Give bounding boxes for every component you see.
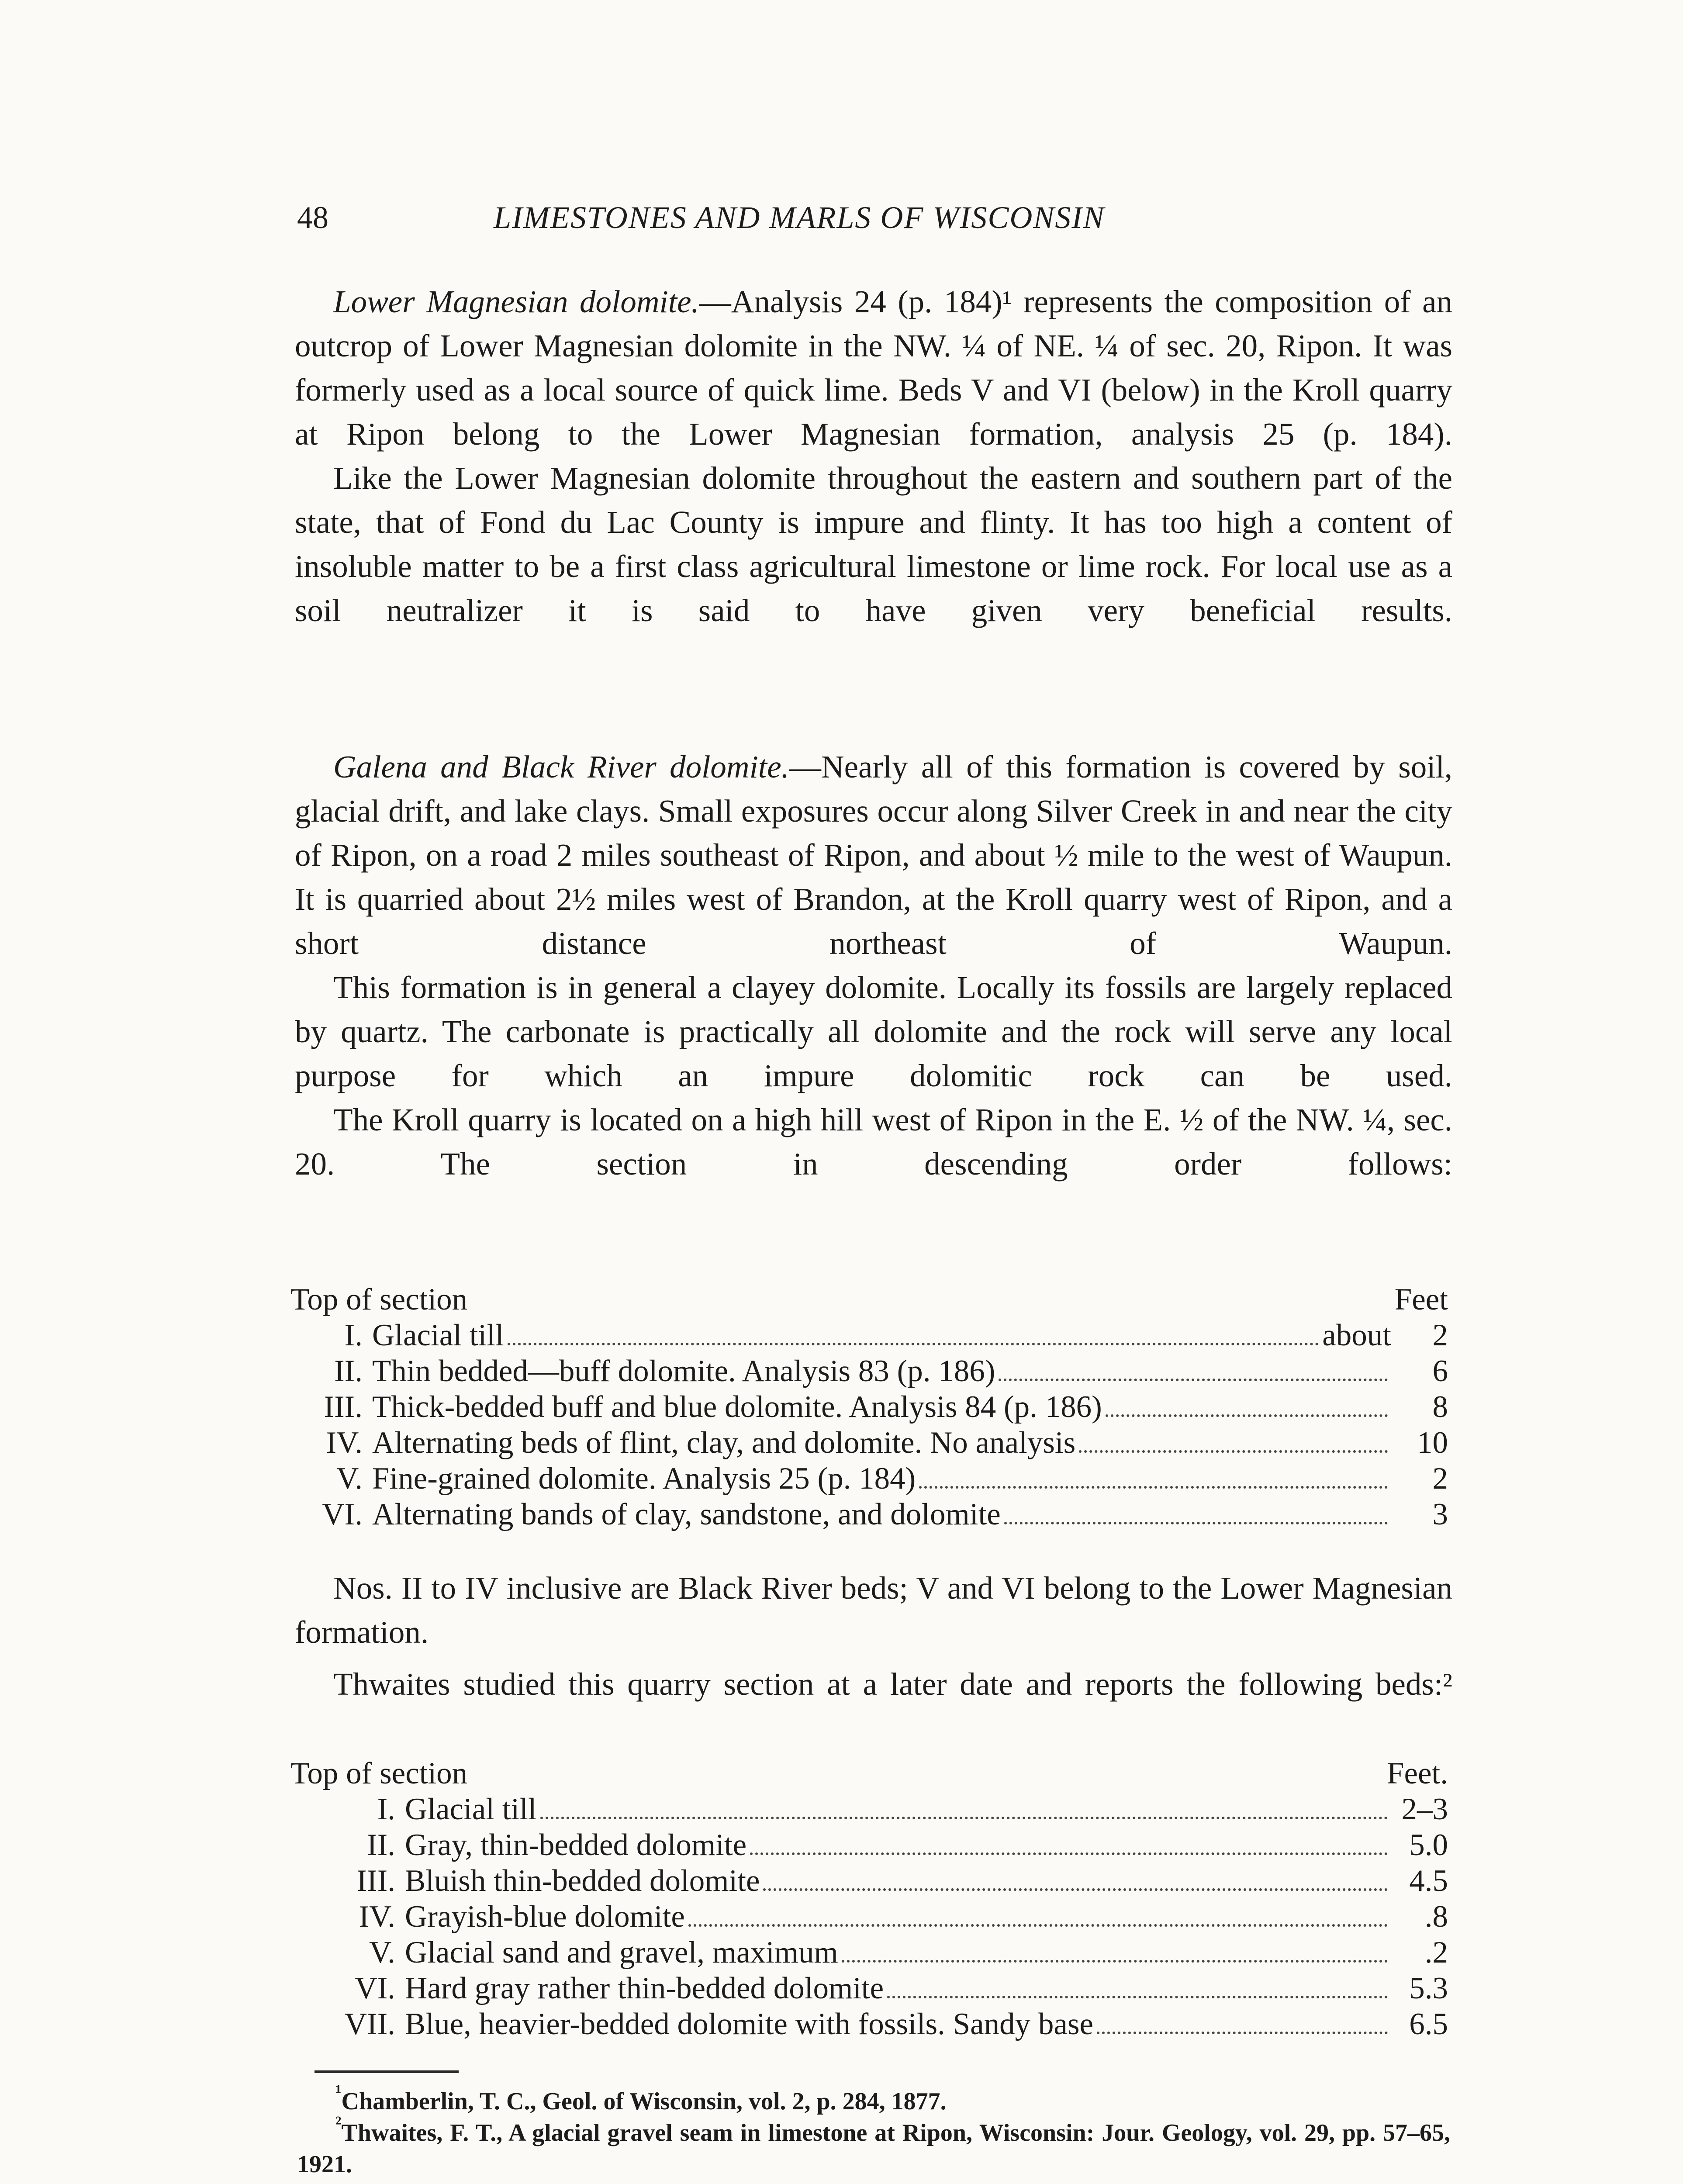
dot-leader bbox=[1004, 1500, 1388, 1524]
quarry-section-table-1 bbox=[290, 1282, 1448, 1533]
bed-number: V. bbox=[369, 1935, 395, 1970]
bed-number: V. bbox=[336, 1462, 363, 1496]
bed-thickness: .8 bbox=[1424, 1900, 1448, 1934]
table-row bbox=[290, 1318, 1448, 1354]
footnote-1-mark: ¹ bbox=[335, 2080, 342, 2102]
running-title: LIMESTONES AND MARLS OF WISCONSIN bbox=[494, 200, 1105, 235]
bed-description: Grayish-blue dolomite bbox=[405, 1900, 685, 1934]
bed-number: II. bbox=[366, 1828, 395, 1862]
footnote-2-mark: ² bbox=[335, 2112, 342, 2134]
bed-thickness: 6.5 bbox=[1409, 2007, 1448, 2041]
bed-number: I. bbox=[377, 1792, 395, 1826]
lower-magnesian-title: Lower Magnesian dolomite. bbox=[333, 284, 699, 319]
bed-description: Alternating beds of flint, clay, and dolomite. No analysis bbox=[372, 1426, 1076, 1460]
footnote-rule bbox=[314, 2070, 459, 2073]
dot-leader bbox=[1079, 1428, 1388, 1453]
table-row bbox=[290, 1863, 1448, 1899]
bed-thickness: 2 bbox=[1432, 1462, 1448, 1496]
lower-magnesian-paragraph-2: Like the Lower Magnesian dolomite throughout the eastern and southern part of the state, that of Fond du Lac County is impure and flinty. It has too high a content of insoluble matter to be a first class agricultural limestone or lime rock. For local use as a soil neutralizer it is said to have given very beneficial results. bbox=[295, 460, 1452, 628]
table-row bbox=[290, 1792, 1448, 1828]
bed-description: Gray, thin-bedded dolomite bbox=[405, 1828, 747, 1862]
bed-number: I. bbox=[344, 1318, 363, 1352]
bed-thickness: 6 bbox=[1432, 1354, 1448, 1388]
bed-description: Glacial sand and gravel, maximum bbox=[405, 1935, 838, 1970]
table-row bbox=[290, 1354, 1448, 1389]
dot-leader bbox=[999, 1357, 1388, 1381]
bed-thickness: 5.0 bbox=[1409, 1828, 1448, 1862]
lower-magnesian-paragraph-1 bbox=[295, 280, 1452, 456]
dot-leader bbox=[688, 1902, 1388, 1927]
bed-description: Hard gray rather thin-bedded dolomite bbox=[405, 1971, 884, 2005]
bed-number: III. bbox=[356, 1864, 395, 1898]
galena-title: Galena and Black River dolomite. bbox=[333, 749, 789, 784]
bed-description: Fine-grained dolomite. Analysis 25 (p. 184) bbox=[372, 1462, 916, 1496]
table-1-top-label: Top of section bbox=[290, 1282, 468, 1317]
bed-description: Thick-bedded buff and blue dolomite. Analysis 84 (p. 186) bbox=[372, 1390, 1102, 1424]
dot-leader bbox=[763, 1866, 1388, 1891]
table-1-header bbox=[290, 1282, 1448, 1318]
bed-description: Glacial till bbox=[372, 1318, 504, 1352]
footnotes bbox=[297, 2080, 1450, 2180]
galena-p1-text: —Nearly all of this formation is covered by soil, glacial drift, and lake clays. Small exposures occur along Silver Creek in and near the city of Ripon, on a road 2 miles southeast of Ripon, and about ½ mile to the west of Waupun. It is quarried about 2½ miles west of Brandon, at the Kroll quarry west of Ripon, and a short distance northeast of Waupun. bbox=[295, 749, 1453, 961]
bed-qualifier: about bbox=[1322, 1318, 1391, 1352]
dot-leader bbox=[842, 1938, 1388, 1963]
bed-description: Glacial till bbox=[405, 1792, 537, 1826]
bed-thickness: 3 bbox=[1432, 1497, 1448, 1531]
dot-leader bbox=[919, 1464, 1388, 1489]
dot-leader bbox=[1097, 2010, 1388, 2034]
dot-leader bbox=[540, 1795, 1388, 1819]
table-row bbox=[290, 1828, 1448, 1863]
table-row bbox=[290, 1899, 1448, 1935]
table-row bbox=[290, 1461, 1448, 1497]
bed-thickness: 10 bbox=[1417, 1426, 1448, 1460]
table-1-unit-label: Feet bbox=[1394, 1282, 1448, 1317]
bed-description: Blue, heavier-bedded dolomite with fossils. Sandy base bbox=[405, 2007, 1094, 2041]
table-row bbox=[290, 1971, 1448, 2007]
bed-thickness: .2 bbox=[1424, 1935, 1448, 1970]
footnote-1 bbox=[297, 2080, 1450, 2117]
table-row bbox=[290, 1935, 1448, 1971]
bed-thickness: 8 bbox=[1432, 1390, 1448, 1424]
lower-magnesian-section bbox=[295, 280, 1452, 632]
bed-description: Bluish thin-bedded dolomite bbox=[405, 1864, 760, 1898]
bed-number: VI. bbox=[355, 1971, 395, 2005]
galena-paragraph-3: The Kroll quarry is located on a high hill west of Ripon in the E. ½ of the NW. ¼, sec. 20. The section in descending order follows: bbox=[295, 1102, 1452, 1182]
footnote-1-text: Chamberlin, T. C., Geol. of Wisconsin, vol. 2, p. 284, 1877. bbox=[341, 2088, 947, 2115]
bed-thickness: 5.3 bbox=[1409, 1971, 1448, 2005]
bed-thickness: 4.5 bbox=[1409, 1864, 1448, 1898]
bed-number: IV. bbox=[326, 1426, 363, 1460]
footnote-2-text: Thwaites, F. T., A glacial gravel seam in limestone at Ripon, Wisconsin: Jour. Geology, vol. 29, pp. 57–65, 1921. bbox=[297, 2119, 1450, 2178]
lower-magnesian-p1-text: —Analysis 24 (p. 184)¹ represents the composition of an outcrop of Lower Magnesian dolomite in the NW. ¼ of NE. ¼ of sec. 20, Ripon. It was formerly used as a local source of quick lime. Beds V and VI (below) in the Kroll quarry at Ripon belong to the Lower Magnesian formation, analysis 25 (p. 184). bbox=[295, 284, 1452, 452]
table-2-top-label: Top of section bbox=[290, 1756, 468, 1790]
dot-leader bbox=[887, 1974, 1388, 1998]
middle-paragraph-1: Nos. II to IV inclusive are Black River beds; V and VI belong to the Lower Magnesian formation. bbox=[295, 1570, 1452, 1650]
black-river-notes bbox=[295, 1566, 1452, 1706]
table-2-unit-label: Feet. bbox=[1387, 1756, 1448, 1790]
table-row bbox=[290, 2007, 1448, 2042]
table-2-header bbox=[290, 1756, 1448, 1792]
bed-number: IV. bbox=[359, 1900, 395, 1934]
table-row bbox=[290, 1389, 1448, 1425]
galena-section bbox=[295, 745, 1452, 1186]
page-number: 48 bbox=[297, 200, 328, 235]
bed-number: III. bbox=[324, 1390, 363, 1424]
dot-leader bbox=[1106, 1393, 1388, 1417]
bed-thickness: 2 bbox=[1432, 1318, 1448, 1352]
table-row bbox=[290, 1497, 1448, 1533]
bed-number: VII. bbox=[344, 2007, 395, 2041]
bed-thickness: 2–3 bbox=[1401, 1792, 1448, 1826]
dot-leader bbox=[750, 1831, 1388, 1855]
middle-paragraph-2: Thwaites studied this quarry section at a later date and reports the following beds:² bbox=[333, 1666, 1452, 1702]
galena-paragraph-1 bbox=[295, 745, 1452, 965]
footnote-2 bbox=[297, 2112, 1450, 2180]
bed-description: Alternating bands of clay, sandstone, and dolomite bbox=[372, 1497, 1001, 1531]
bed-description: Thin bedded—buff dolomite. Analysis 83 (p. 186) bbox=[372, 1354, 995, 1388]
dot-leader bbox=[508, 1321, 1319, 1345]
galena-paragraph-2: This formation is in general a clayey dolomite. Locally its fossils are largely replaced by quartz. The carbonate is practically all dolomite and the rock will serve any local purpose for which an impure dolomitic rock can be used. bbox=[295, 970, 1452, 1093]
quarry-section-table-2 bbox=[290, 1756, 1448, 2042]
bed-number: VI. bbox=[322, 1497, 363, 1531]
table-row bbox=[290, 1425, 1448, 1461]
bed-number: II. bbox=[334, 1354, 363, 1388]
